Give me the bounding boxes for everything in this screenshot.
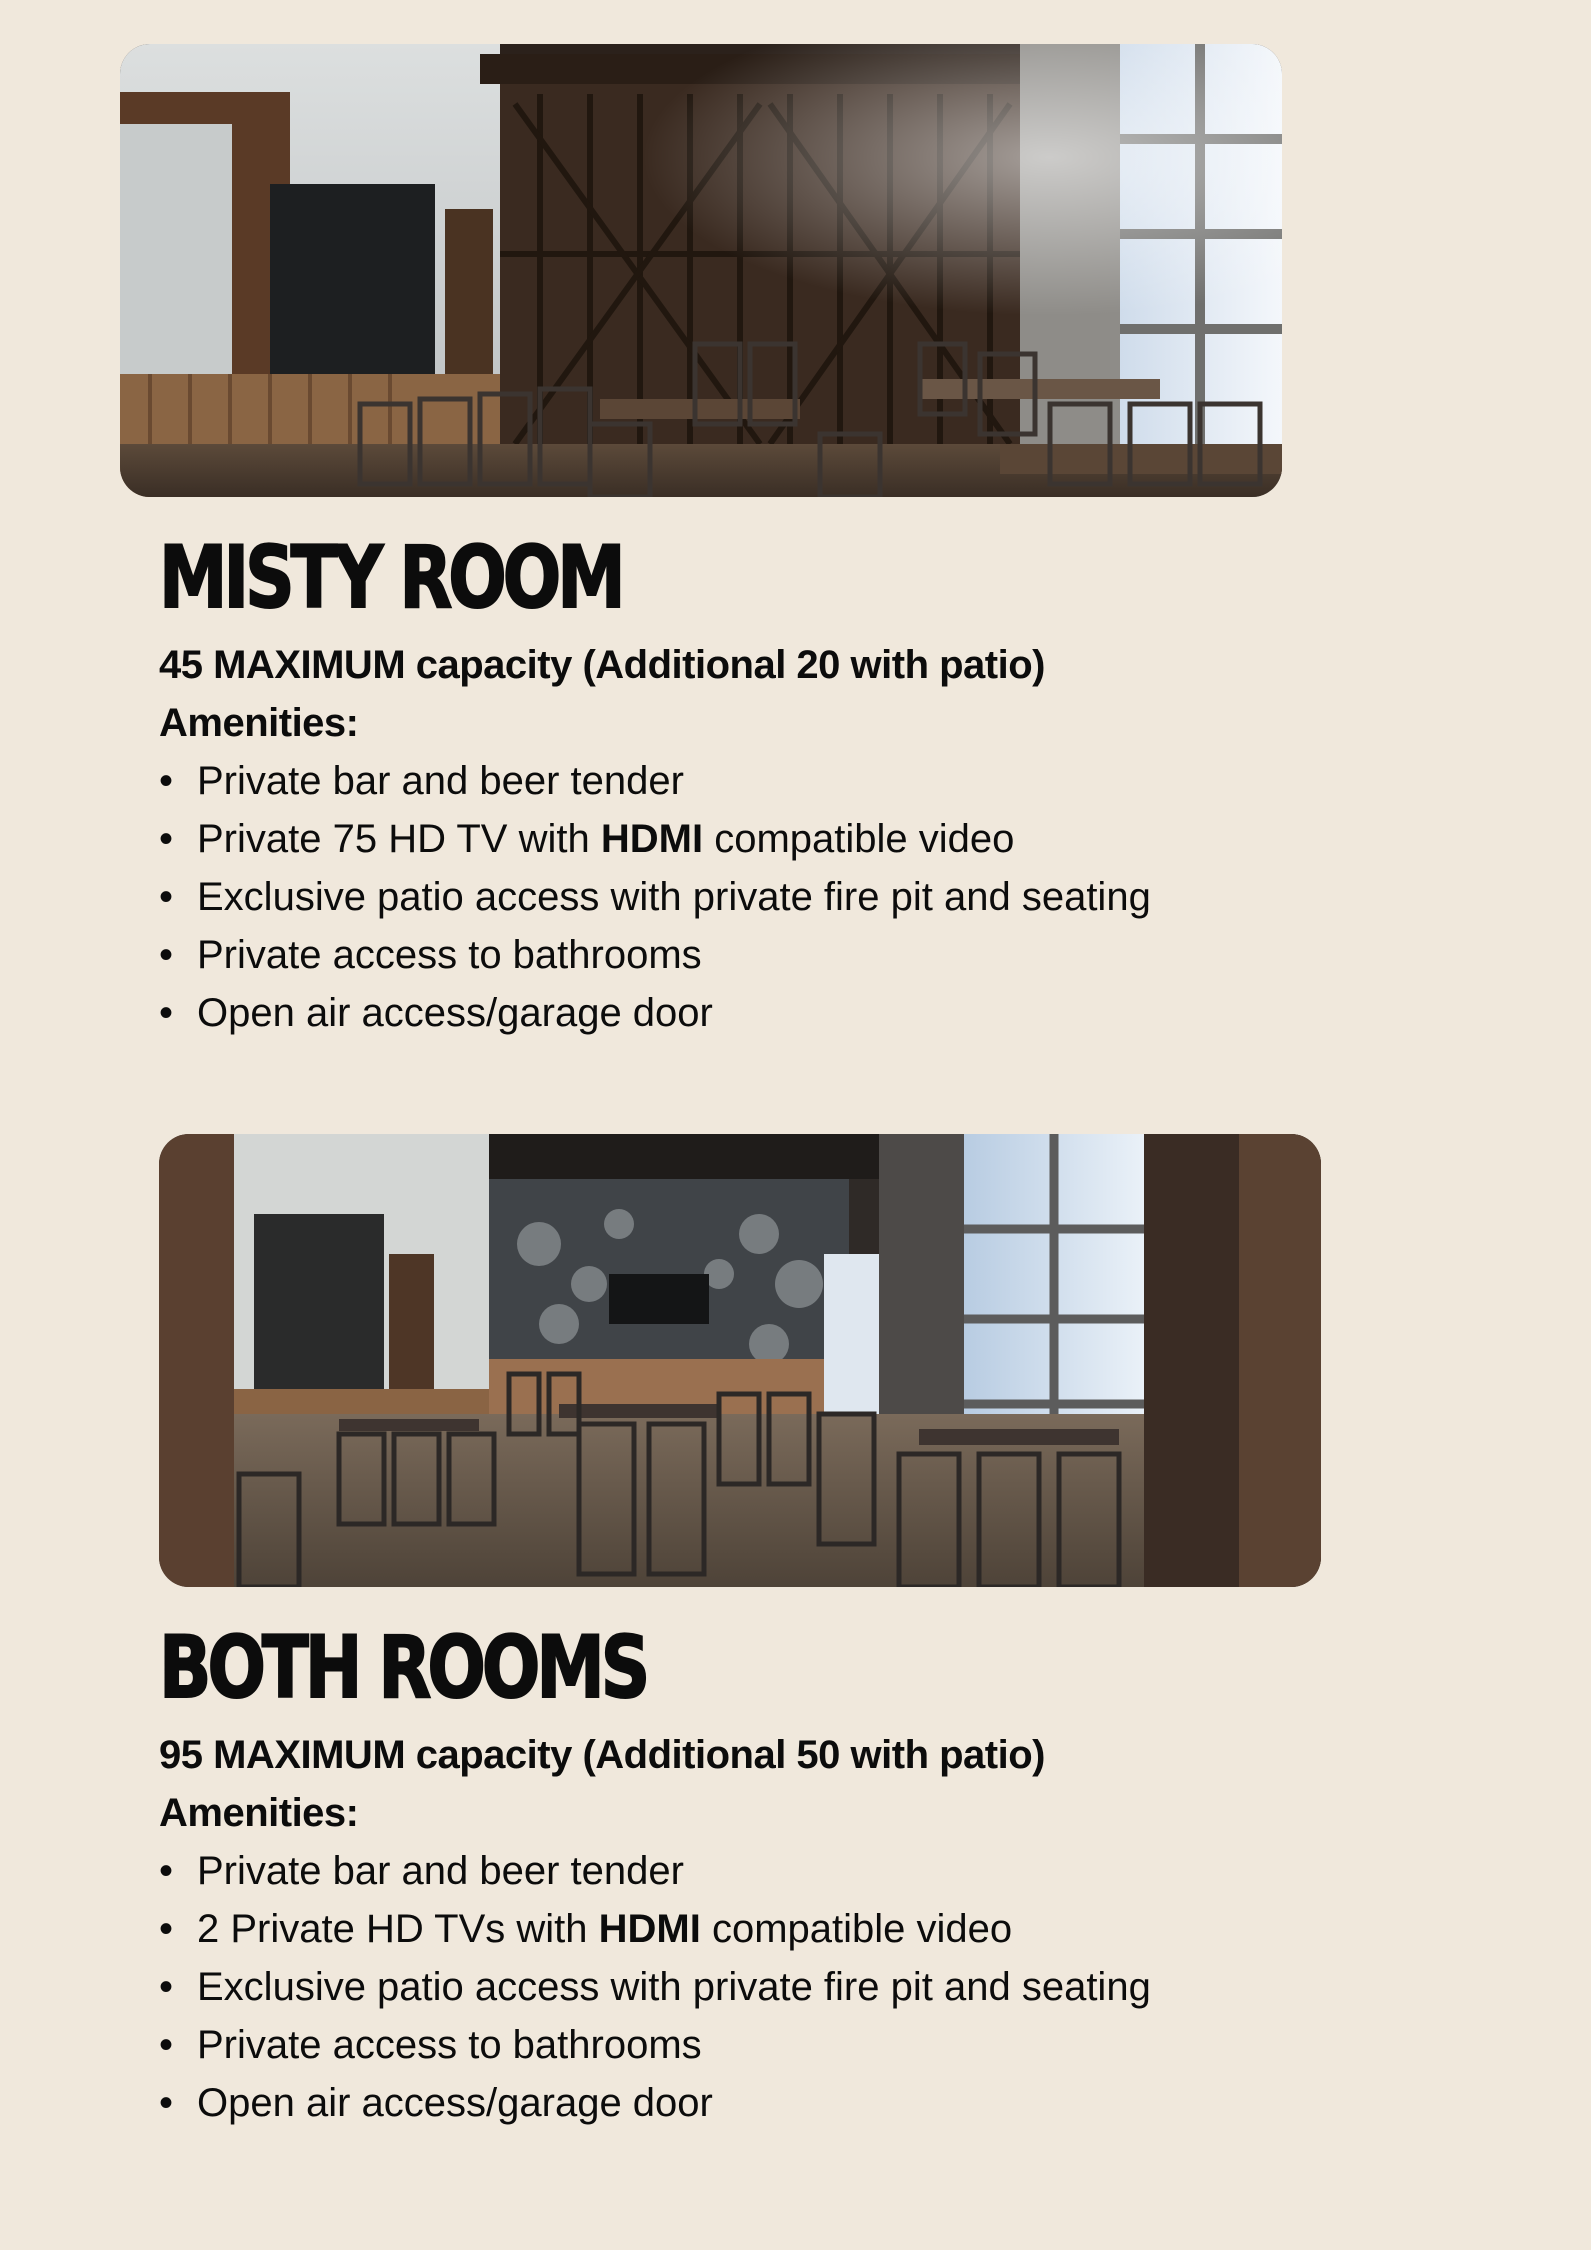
amenity-emphasis: HDMI [600, 817, 704, 861]
amenity-text: compatible video [700, 1907, 1013, 1951]
misty-room-section [159, 528, 1459, 1042]
amenity-item [159, 1842, 1459, 1900]
amenity-text: Private bar and beer tender [197, 1849, 684, 1893]
room-title: BOTH ROOMS [159, 1618, 647, 1718]
amenities-list [159, 1842, 1459, 2132]
amenity-item [159, 810, 1459, 868]
bullet-icon: • [159, 1965, 174, 2009]
amenity-item [159, 868, 1459, 926]
bullet-icon: • [159, 2081, 174, 2125]
amenity-text: 2 Private HD TVs with [197, 1907, 599, 1951]
amenity-text: Private 75 HD TV with [197, 817, 601, 861]
bullet-icon: • [159, 1907, 174, 1951]
amenities-heading: Amenities: [159, 701, 359, 745]
both-rooms-photo [159, 1134, 1321, 1587]
room-capacity: 45 MAXIMUM capacity (Additional 20 with patio) [159, 643, 1045, 687]
room-title: MISTY ROOM [159, 528, 622, 628]
amenities-heading: Amenities: [159, 1791, 359, 1835]
amenity-item [159, 1958, 1459, 2016]
amenity-text: Exclusive patio access with private fire pit and seating [197, 875, 1151, 919]
both-rooms-section [159, 1618, 1459, 2132]
bullet-icon: • [159, 817, 174, 861]
amenity-text: Private bar and beer tender [197, 759, 684, 803]
amenity-item [159, 984, 1459, 1042]
bullet-icon: • [159, 933, 174, 977]
amenity-text: compatible video [703, 817, 1015, 861]
bullet-icon: • [159, 875, 174, 919]
amenity-emphasis: HDMI [598, 1907, 701, 1951]
bullet-icon: • [159, 2023, 174, 2067]
amenities-list [159, 752, 1459, 1042]
amenity-item [159, 752, 1459, 810]
amenity-item [159, 2016, 1459, 2074]
amenity-text: Private access to bathrooms [197, 933, 702, 977]
amenity-text: Private access to bathrooms [197, 2023, 702, 2067]
room-capacity: 95 MAXIMUM capacity (Additional 50 with patio) [159, 1733, 1045, 1777]
amenity-item [159, 2074, 1459, 2132]
amenity-item [159, 1900, 1459, 1958]
amenity-text: Open air access/garage door [197, 2081, 713, 2125]
bullet-icon: • [159, 759, 174, 803]
bullet-icon: • [159, 991, 174, 1035]
bullet-icon: • [159, 1849, 174, 1893]
amenity-text: Exclusive patio access with private fire pit and seating [197, 1965, 1151, 2009]
amenity-text: Open air access/garage door [197, 991, 713, 1035]
amenity-item [159, 926, 1459, 984]
misty-room-photo [120, 44, 1282, 497]
